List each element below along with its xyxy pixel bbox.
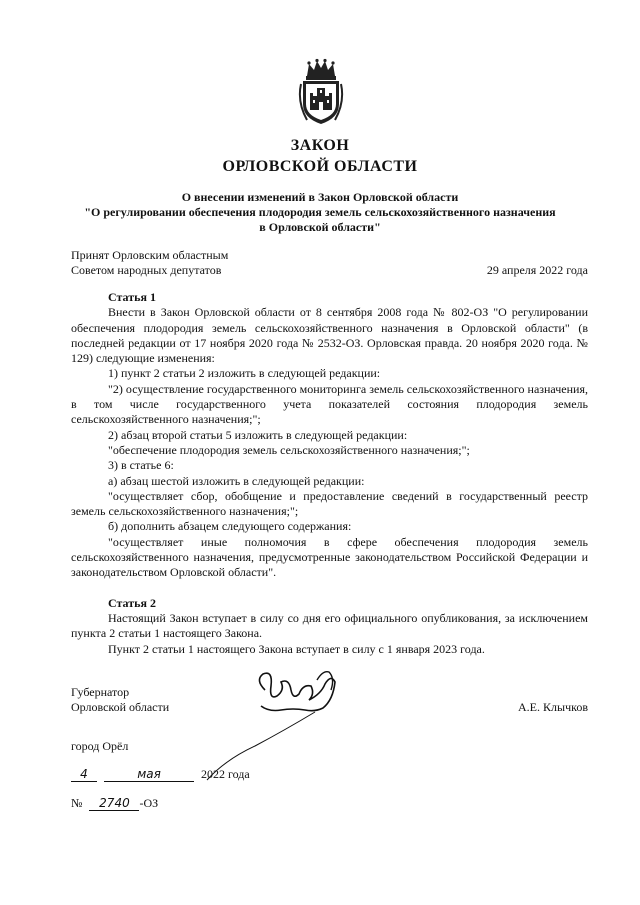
position-line: Орловской области bbox=[71, 700, 170, 714]
subtitle-line: "О регулировании обеспечения плодородия земель сельскохозяйственного назначения bbox=[84, 205, 556, 219]
adoption-line: Принят Орловским областным bbox=[71, 248, 229, 262]
signatory-name: А.Е. Клычков bbox=[518, 700, 588, 714]
article-1-paragraph: б) дополнить абзацем следующего содержания: bbox=[108, 519, 352, 534]
adoption-line: Советом народных депутатов bbox=[71, 263, 222, 277]
subtitle-line: в Орловской области" bbox=[259, 220, 381, 234]
article-1-paragraph: "2) осуществление государственного мониторинга земель сельскохозяйственного назначения, в том числе государственного учета показателей состояния плодородия земель сельскохозяйственного назначения;"; bbox=[71, 381, 588, 427]
article-2-paragraph: Пункт 2 статьи 1 настоящего Закона вступает в силу с 1 января 2023 года. bbox=[108, 641, 485, 656]
article-1-paragraph: а) абзац шестой изложить в следующей редакции: bbox=[108, 473, 365, 488]
position-line: Губернатор bbox=[71, 685, 130, 699]
article-1-paragraph: "обеспечение плодородия земель сельскохозяйственного назначения;"; bbox=[108, 442, 470, 457]
document-type-title: ЗАКОН bbox=[290, 137, 350, 154]
article-1-paragraph: "осуществляет иные полномочия в сфере обеспечения плодородия земель сельскохозяйственного назначения, предусмотренные законодательством Российской Федерации и законодательством Орловской области". bbox=[71, 534, 588, 580]
law-number bbox=[71, 796, 158, 811]
article-2-paragraph: Настоящий Закон вступает в силу со дня его официального опубликования, за исключением пункта 2 статьи 1 настоящего Закона. bbox=[71, 610, 588, 641]
article-2-heading: Статья 2 bbox=[108, 595, 156, 610]
article-1-paragraph: 2) абзац второй статьи 5 изложить в следующей редакции: bbox=[108, 427, 408, 442]
signing-place: город Орёл bbox=[71, 739, 129, 753]
coat-of-arms-icon bbox=[297, 58, 345, 126]
signing-date bbox=[71, 767, 250, 782]
subtitle-line: О внесении изменений в Закон Орловской области bbox=[181, 190, 459, 204]
signing-year: 2022 года bbox=[201, 767, 250, 781]
number-suffix: -ОЗ bbox=[139, 796, 159, 810]
article-1-paragraph: "осуществляет сбор, обобщение и предоставление сведений в государственный реестр земель сельскохозяйственного назначения;"; bbox=[71, 488, 588, 519]
law-body bbox=[71, 290, 588, 657]
adoption-note bbox=[71, 248, 228, 278]
region-title: ОРЛОВСКОЙ ОБЛАСТИ bbox=[222, 158, 418, 175]
article-1-paragraph: Внести в Закон Орловской области от 8 сентября 2008 года № 802-ОЗ "О регулировании обеспечения плодородия земель сельскохозяйственного назначения в Орловской области" (в последней редакции от 17 ноября 2020 года № 2532-ОЗ. Орловская правда. 20 ноября 2020 года. № 129) следующие изменения: bbox=[71, 305, 588, 366]
article-1-paragraph: 1) пункт 2 статьи 2 изложить в следующей редакции: bbox=[108, 366, 381, 381]
signing-month: мая bbox=[104, 768, 194, 782]
article-1-paragraph: 3) в статье 6: bbox=[108, 458, 174, 473]
signing-day: 4 bbox=[71, 768, 97, 782]
number-prefix: № bbox=[71, 796, 83, 810]
signatory-position bbox=[71, 685, 169, 715]
law-subtitle bbox=[60, 190, 580, 235]
adoption-date: 29 апреля 2022 года bbox=[486, 263, 588, 277]
number-value: 2740 bbox=[89, 797, 139, 811]
article-1-heading: Статья 1 bbox=[108, 290, 156, 304]
